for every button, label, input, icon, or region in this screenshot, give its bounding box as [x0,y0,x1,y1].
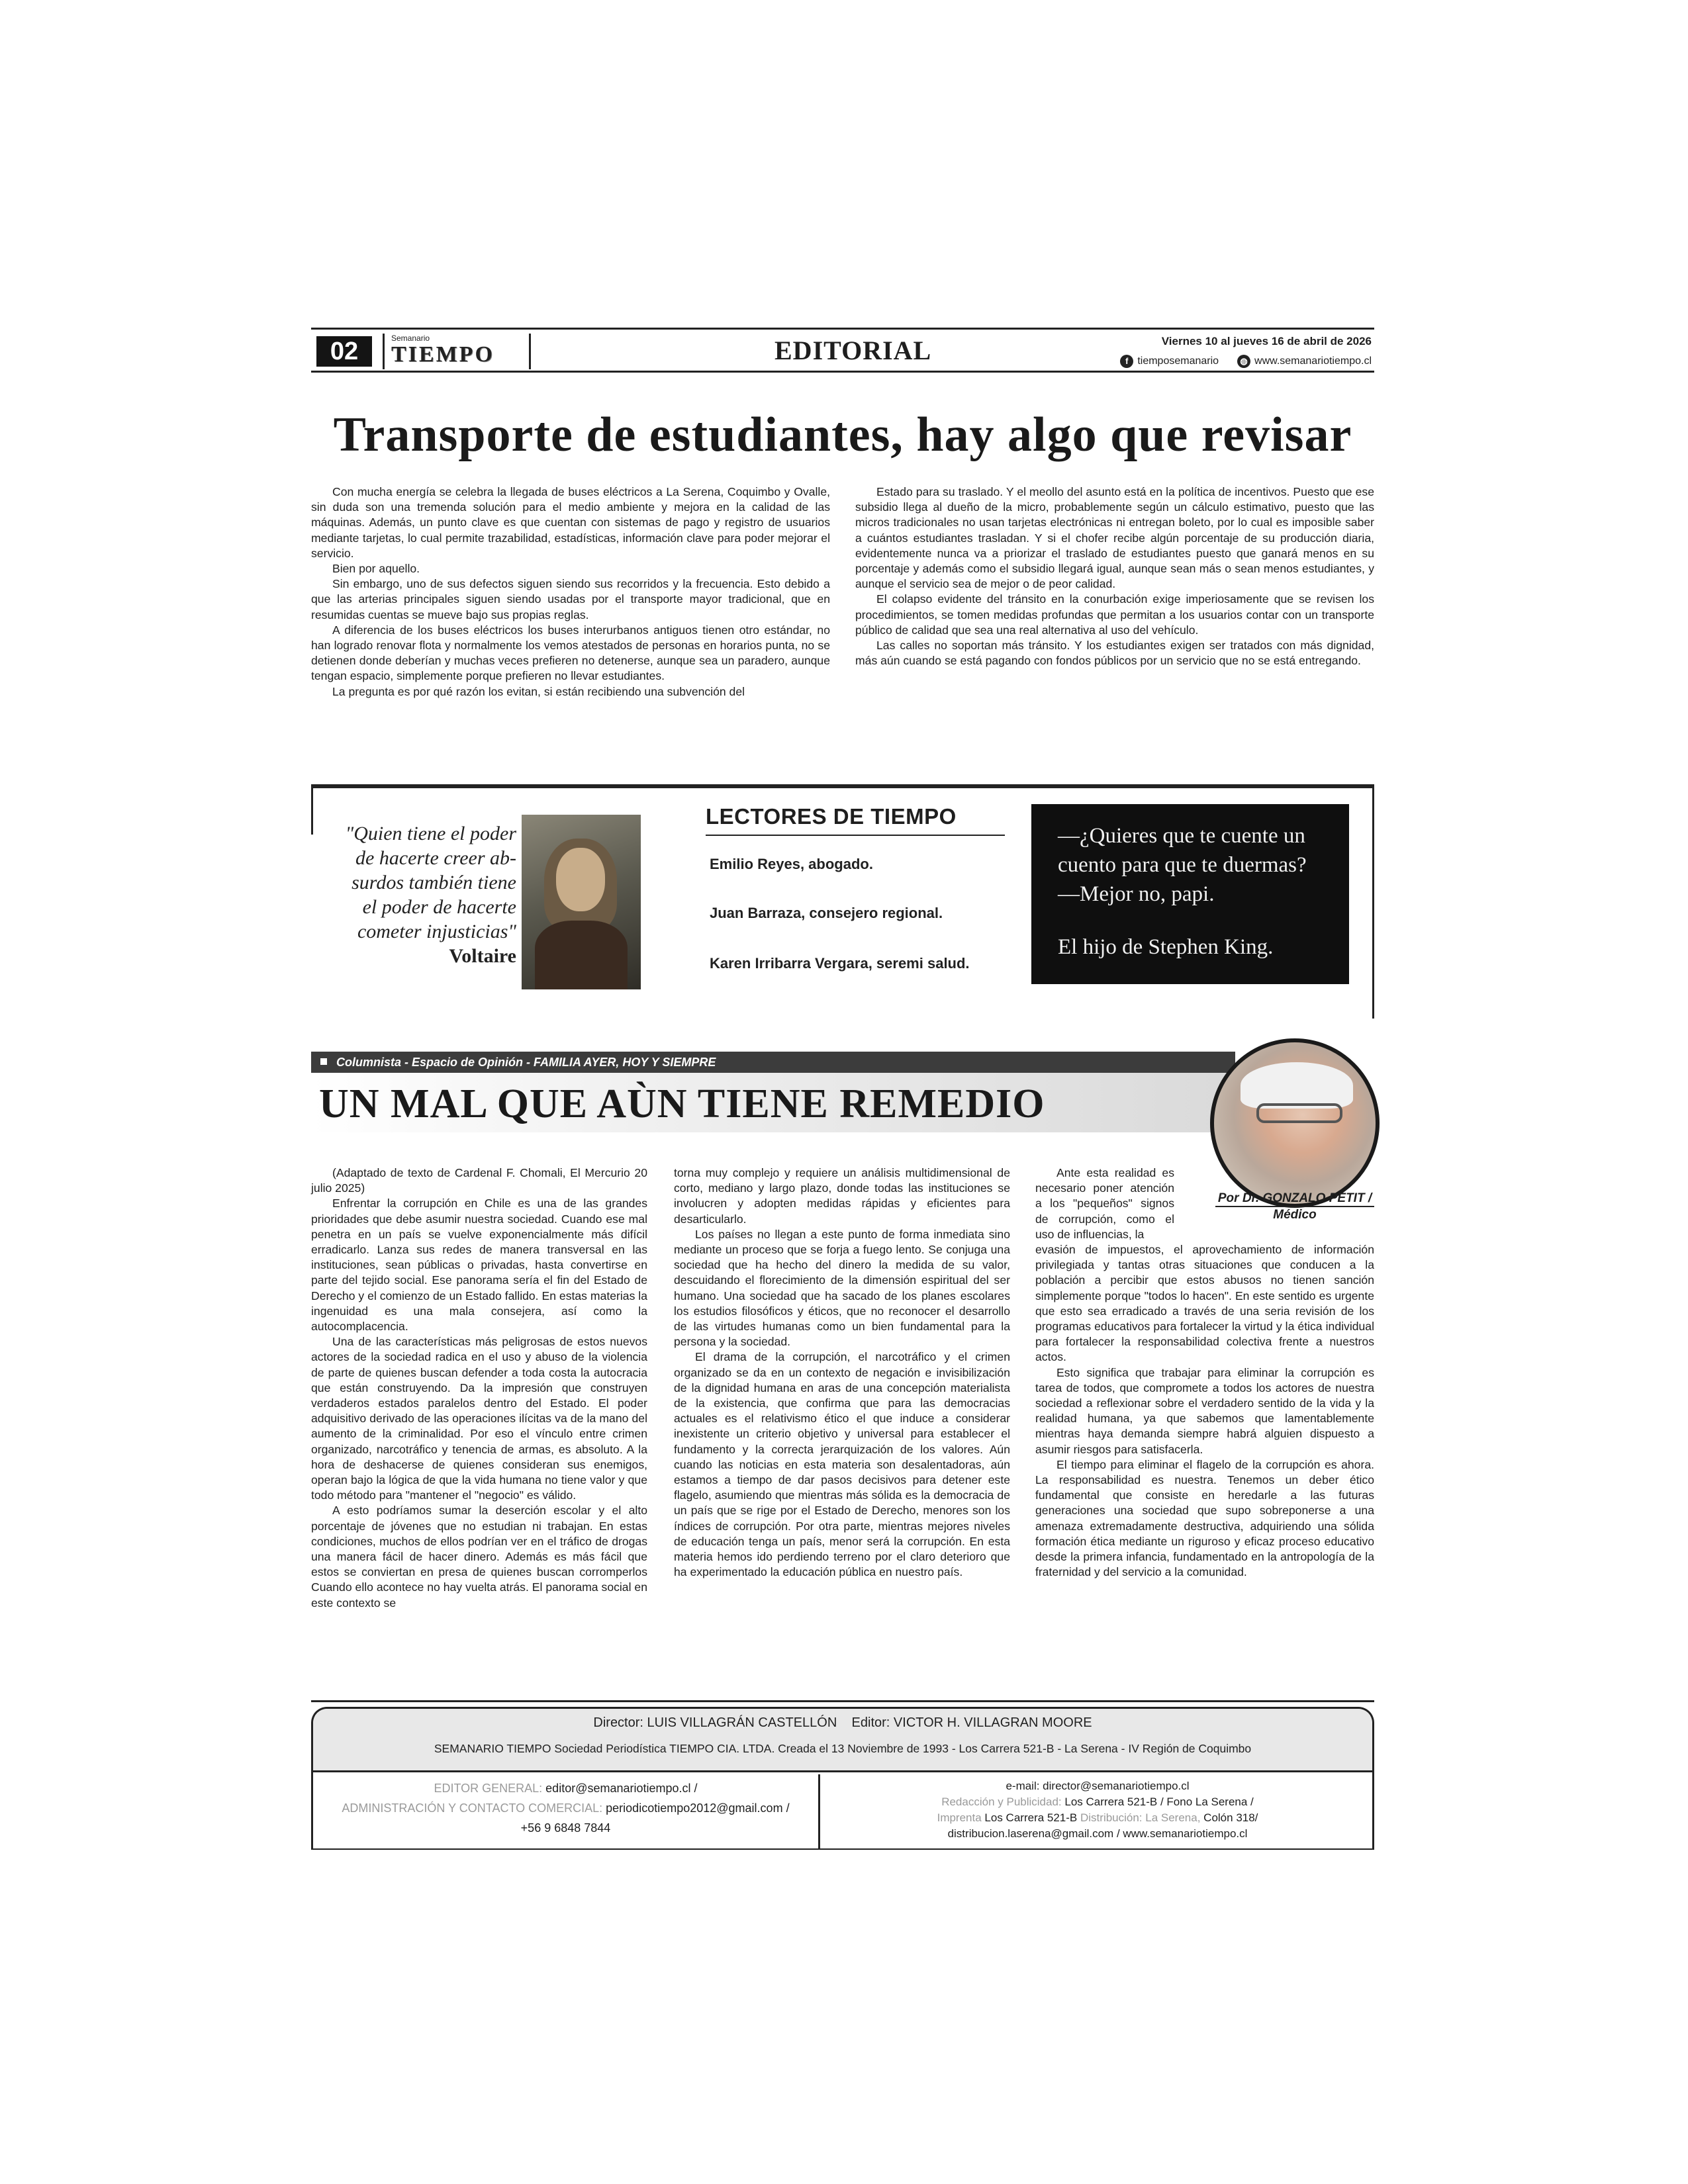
column-text-3-rest [1035,1242,1374,1580]
voltaire-quote [324,821,516,968]
facebook-handle: tiemposemanario [1137,355,1219,367]
director-name: LUIS VILLAGRÁN CASTELLÓN [647,1715,837,1730]
lectores-section [706,804,1010,972]
column-text-1 [311,1165,647,1611]
joke-line-3: El hijo de Stephen King. [1058,935,1274,959]
quote-text [324,821,516,944]
masthead-footer [311,1707,1374,1850]
byline-author: Por Dr. GONZALO PETIT / [1215,1191,1374,1207]
redaccion-label: Redacción y Publicidad: [941,1796,1062,1808]
photo-glasses [1256,1103,1342,1123]
quote-line: cometer injusticias" [357,921,516,942]
section-title: EDITORIAL [774,336,932,365]
social-links [1120,355,1372,368]
joke-box [1031,804,1349,984]
paragraph: Esto significa que trabajar para eliminar la corrupción es tarea de todos, que compromete a todos los actores de nuestra sociedad a reflexionar sobre el verdadero sentido de la vida y la realidad humana, ya que sabemos que lamentablemente mientras haya demanda siempre habrá alguien dispuesto a asumir riesgos para satisfacerla. [1035,1365,1374,1456]
footer-top [313,1709,1372,1772]
quote-line: surdos también tiene [352,872,516,893]
column-label-bar [311,1052,1235,1073]
redaccion-address: Los Carrera 521-B / Fono La Serena / [1064,1796,1254,1808]
column-text-3 [1035,1165,1374,1580]
photo-hair [1241,1062,1353,1109]
director-label: Director: [593,1715,643,1730]
contact-phone: +56 9 6848 7844 [520,1821,611,1835]
joke-line-1: —¿Quieres que te cuente un cuento para que te duermas? [1058,824,1307,877]
paragraph: Las calles no soportan más tránsito. Y los estudiantes exigen ser tratados con más dignidad, más aún cuando se está pagando con fondos públicos por un servicio que no se está entregando. [855,639,1374,668]
column-title: UN MAL QUE AÙN TIENE REMEDIO [319,1081,1045,1126]
paragraph: El tiempo para eliminar el flagelo de la corrupción es ahora. La responsabilidad es nuestra. Tenemos un deber ético fundamental que consiste en heredarle a las futuras generaciones una sociedad que supo sobreponerse a una amenaza extremadamente destructiva, adquiriendo una sólida formación ética mediante un riguroso y eficaz proceso educativo desde la primera infancia, fundamentado en la antropología de la fraternidad y del servicio a la comunidad. [1035,1457,1374,1579]
facebook-icon: f [1120,355,1133,368]
admin-label: ADMINISTRACIÓN Y CONTACTO COMERCIAL: [342,1801,603,1815]
paragraph: Con mucha energía se celebra la llegada de buses eléctricos a La Serena, Coquimbo y Ovalle, sin duda son una tremenda solución para el medio ambiente y mejora en la calidad de las máquinas. Además, un punto clave es que cuentan con sistemas de pago y registro de usuarios mediante tarjetas, lo cual permite trazabilidad, estadísticas, información clave para poder mejorar el servicio. [311,485,830,560]
footer-contact-right [823,1774,1372,1849]
paragraph: Estado para su traslado. Y el meollo del asunto está en la política de incentivos. Puesto que ese subsidio llega al dueño de la micro, probablemente según un cálculo estimativo, puesto que las micros tradicionales no usan tarjetas electrónicas ni entregan boleto, por lo cual es imposible saber a cuántos estudiantes trasladan. Y si el chofer recibe algún porcentaje de su producción diaria, evidentemente nunca va a priorizar el traslado de estudiantes puesto que ganará menos en su porcentaje y además como el subsidio llegará igual, aunque sean más o sean menos estudiantes, y aunque el servicio sea de mejor o de peor calidad. [855,485,1374,591]
editorial-right-column [855,484,1374,749]
editor-label: Editor: [851,1715,890,1730]
brand-name: TIEMPO [391,342,494,367]
page-header [311,328,1374,373]
byline-role: Médico [1273,1208,1317,1222]
director-email[interactable]: e-mail: director@semanariotiempo.cl [1006,1780,1190,1792]
editorial-headline: Transporte de estudiantes, hay algo que revisar [333,408,1352,462]
voltaire-portrait [522,815,641,989]
company-info: SEMANARIO TIEMPO Sociedad Periodística TIEMPO CIA. LTDA. Creada el 13 Noviembre de 1993 - Los Carrera 521-B - La Serena - IV Región de Coquimbo [434,1742,1252,1755]
website-link[interactable] [1237,355,1372,368]
footer-credits [313,1715,1372,1731]
imprenta-address: Los Carrera 521-B [984,1811,1078,1824]
box-divider [1372,967,1374,1019]
distribucion-contact[interactable]: distribucion.laserena@gmail.com / www.semanariotiempo.cl [947,1827,1248,1840]
editorial-body [311,484,1374,749]
paragraph: El drama de la corrupción, el narcotráfico y el crimen organizado se da en un contexto de negación e invisibilización de la dignidad humana en aras de una concepción materialista de la existencia, que confirma que para las democracias actuales es el relativismo ético el que induce a considerar inexistente un criterio objetivo y universal para establecer el fundamento y la correcta jerarquización de los valores. Aún cuando las noticias en esta materia son desalentadoras, aún estamos a tiempo de dar pasos decisivos para detener este flagelo, asumiendo que mientras más sólida es la democracia de un país que se rige por el Estado de Derecho, menores son los índices de corrupción. Por otra parte, mientras mejores niveles de educación tenga un país, menor será la corrupción. En esta materia hemos ido perdiendo terreno por el claro deterioro que ha experimentado la educación pública en nuestro país. [674,1350,1010,1579]
quote-line: de hacerte creer ab- [355,847,516,869]
distribucion-label: Distribución: La Serena, [1080,1811,1201,1824]
editor-name: VICTOR H. VILLAGRAN MOORE [893,1715,1092,1730]
quote-author: Voltaire [449,945,516,967]
issue-date: Viernes 10 al jueves 16 de abril de 2026 [1161,335,1372,347]
reader-item: Juan Barraza, consejero regional. [710,905,943,921]
bullet-icon [320,1058,327,1065]
footer-contact-left [313,1774,820,1849]
paragraph: Enfrentar la corrupción en Chile es una de las grandes prioridades que debe asumir nuestra sociedad. Cuando ese mal penetra en un país se vuelve exponencialmente más difícil erradicarlo. Lanza sus redes de manera transversal en las instituciones, sean públicas o privadas, hasta convertirse en parte del tejido social. Ese panorama sería el fin del Estado de Derecho y el comienzo de un Estado fallido. En estas materias la ingenuidad es una mala consejera, así como la autocomplacencia. [311,1197,647,1334]
reader-item: Karen Irribarra Vergara, seremi salud. [710,955,970,972]
portrait-face [556,848,605,911]
column-paragraph: Ante esta realidad es necesario poner atención a los "pequeños" signos de corrupción, como el uso de influencias, la [1035,1166,1174,1241]
paragraph: Bien por aquello. [332,562,420,576]
brand-small: Semanario [391,334,430,343]
editor-general-label: EDITOR GENERAL: [434,1782,543,1795]
paragraph: evasión de impuestos, el aprovechamiento de información privilegiada y tantas otras situaciones que conducen a la población a percibir que estos abusos no tienen sanción simplemente porque "todos lo hacen". En este sentido es urgente que esto sea erradicado a través de una seria revisión de los programas educativos para fortalecer la virtud y la ética individual para fortalecer la responsabilidad colectiva frente a nuestros actos. [1035,1243,1374,1364]
column-label: Columnista - Espacio de Opinión - FAMILIA AYER, HOY Y SIEMPRE [336,1056,716,1069]
box-divider [311,788,313,835]
quote-line: el poder de hacerte [362,896,516,918]
brand-logo [383,334,531,369]
lectores-title: LECTORES DE TIEMPO [706,804,1005,836]
paragraph: La pregunta es por qué razón los evitan, si están recibiendo una subvención del [332,684,745,698]
reader-item: Emilio Reyes, abogado. [710,856,873,872]
footer-rule [311,1700,1374,1702]
column-text-2 [674,1165,1010,1580]
paragraph: Sin embargo, uno de sus defectos siguen siendo sus recorridos y la frecuencia. Esto debido a que las arterias principales siguen siendo usadas por el transporte mayor tradicional, que en resumidas cuentas se mueve bajo sus propias reglas. [311,577,830,621]
page-number: 02 [316,336,372,367]
paragraph: A diferencia de los buses eléctricos los buses interurbanos antiguos tienen otro estándar, no han logrado renovar flota y normalmente los vemos atestados de personas en horarios punta, no se detienen donde deberían y muchas veces prefieren no detenerse, aunque sea un paradero, aunque tengan espacio, simplemente porque prefieren no llevar estudiantes. [311,623,830,683]
paragraph: Los países no llegan a este punto de forma inmediata sino mediante un proceso que se forja a fuego lento. Se conjuga una sociedad que ha hecho del dinero la medida de su valor, descuidando el florecimiento de la dimensión espiritual del ser humano. Una sociedad que ha sacado de los planes escolares los estudios filosóficos y éticos, que no reconocer el desarrollo de las virtudes humanas como un bien fundamental para la persona y la sociedad. [674,1227,1010,1349]
distribucion-address: Colón 318/ [1203,1811,1258,1824]
feature-box [311,784,1374,1015]
editor-general-email[interactable]: editor@semanariotiempo.cl / [545,1782,698,1795]
admin-email[interactable]: periodicotiempo2012@gmail.com / [606,1801,790,1815]
quote-line: "Quien tiene el poder [345,823,516,844]
joke-line-2: —Mejor no, papi. [1058,882,1215,906]
paragraph: torna muy complejo y requiere un análisis multidimensional de corto, mediano y largo plazo, donde todas las instituciones se involucren y adopten medidas rápidas y eficientes para desarticularlo. [674,1166,1010,1226]
paragraph: (Adaptado de texto de Cardenal F. Chomali, El Mercurio 20 julio 2025) [311,1166,647,1195]
portrait-coat [535,921,628,989]
editorial-left-column [311,484,830,749]
paragraph: Una de las características más peligrosas de estos nuevos actores de la sociedad radica en el uso y abuso de la violencia de parte de quienes buscan defender a toda costa la autocracia que están construyendo. Da la impresión que construyen verdaderos estados paralelos dentro del Estado. El poder adquisitivo derivado de las operaciones ilícitas va de la mano del aumento de la criminalidad. Por eso el vínculo entre crimen organizado, narcotráfico y tenencia de armas, es absoluto. A la hora de deshacerse de quienes consideran sus enemigos, operan bajo la lógica de que la vida humana no tiene valor y que todo método para "mantener el "negocio" es válido. [311,1335,647,1502]
facebook-link[interactable] [1120,355,1219,368]
paragraph: El colapso evidente del tránsito en la conurbación exige imperiosamente que se revisen los procedimientos, se tomen medidas profundas que permitan a los usuarios contar con un transporte público de calidad que sea una real alternativa al uso del vehículo. [855,592,1374,637]
imprenta-label: Imprenta [937,1811,982,1824]
paragraph: A esto podríamos sumar la deserción escolar y el alto porcentaje de jóvenes que no estudian ni trabajan. En estas condiciones, muchos de ellos podrían ver en el tráfico de drogas una manera fácil de hacer dinero. Además es más fácil que estos se conviertan en presa de quienes buscan corromperlos Cuando ello acontece no hay vuelta atrás. El panorama social en este contexto se [311,1504,647,1610]
newspaper-page [311,328,1374,1850]
website-url: www.semanariotiempo.cl [1254,355,1372,367]
globe-icon: ◍ [1237,355,1250,368]
